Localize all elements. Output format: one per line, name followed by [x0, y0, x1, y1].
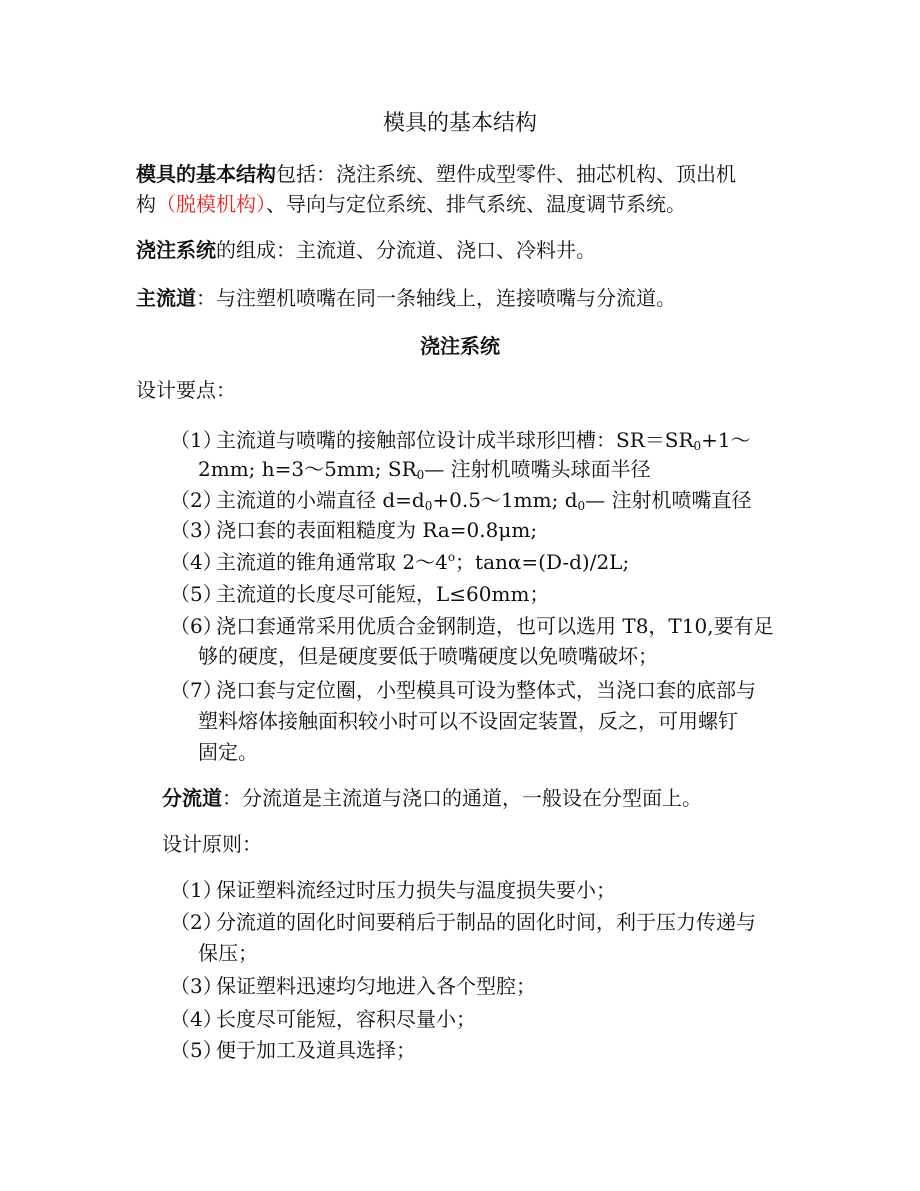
intro-paragraph-line-2	[136, 190, 686, 218]
design-point-1-text-a-end: +1～	[701, 428, 751, 452]
design-point-1-text-b-end: — 注射机喷嘴头球面半径	[424, 457, 651, 481]
design-principles-label: 设计原则：	[162, 832, 262, 856]
design-point-2-label: （2）	[170, 488, 223, 512]
design-point-1-label: （1）	[170, 428, 223, 452]
design-point-2-text-end: — 注射机喷嘴直径	[585, 488, 752, 512]
design-point-7-line-3: 固定。	[198, 740, 258, 764]
design-point-5-text: 主流道的长度尽可能短，L≤60mm；	[216, 582, 550, 606]
design-principle-4-label: （4）	[170, 1007, 223, 1031]
design-point-1-sub-b: 0	[416, 468, 425, 482]
design-principle-4-text: 长度尽可能短，容积尽量小；	[216, 1007, 476, 1031]
design-point-3-text: 浇口套的表面粗糙度为 Ra=0.8μm;	[216, 518, 538, 542]
design-point-7-line-1: 浇口套与定位圈，小型模具可设为整体式，当浇口套的底部与	[216, 678, 756, 702]
design-point-4-label: （4）	[170, 550, 223, 574]
design-principle-2-label: （2）	[170, 910, 223, 934]
design-point-2-text-a: 主流道的小端直径 d=d	[216, 488, 425, 512]
design-principle-1-text: 保证塑料流经过时压力损失与温度损失要小；	[216, 878, 616, 902]
design-point-2-text-mid: +0.5～1mm; d	[432, 488, 578, 512]
design-point-2-sub-b: 0	[577, 499, 586, 513]
design-point-3-label: （3）	[170, 518, 223, 542]
design-point-1-line-2	[198, 455, 651, 483]
design-point-4-line	[216, 548, 629, 576]
design-principle-1-label: （1）	[170, 878, 223, 902]
sub-runner-term: 分流道	[162, 786, 222, 810]
intro-text-2b: 、导向与定位系统、排气系统、温度调节系统。	[266, 192, 686, 216]
design-point-7-line-2: 塑料熔体接触面积较小时可以不设固定装置，反之，可用螺钉	[198, 709, 738, 733]
intro-paragraph-line-1	[136, 160, 736, 188]
intro-red-note: （脱模机构）	[156, 192, 266, 216]
design-point-7-label: （7）	[170, 678, 223, 702]
design-principle-2-line-1: 分流道的固化时间要稍后于制品的固化时间，利于压力传递与	[216, 910, 756, 934]
design-point-4-text-end: ；tanα=(D-d)/2L;	[455, 550, 630, 574]
intro-text-1: 包括：浇注系统、塑件成型零件、抽芯机构、顶出机	[276, 162, 736, 186]
design-points-label: 设计要点：	[136, 378, 236, 402]
document-title: 模具的基本结构	[382, 111, 537, 136]
design-point-5-label: （5）	[170, 582, 223, 606]
design-point-1-line-1	[216, 426, 751, 454]
design-point-4-text-a: 主流道的锥角通常取 2～4	[216, 550, 448, 574]
design-point-1-text-b: 2mm; h=3～5mm; SR	[198, 457, 417, 481]
design-principle-3-text: 保证塑料迅速均匀地进入各个型腔；	[216, 974, 536, 998]
intro-text-2a: 构	[136, 192, 156, 216]
design-point-2-sub-a: 0	[424, 499, 433, 513]
design-point-4-degree: o	[447, 550, 456, 564]
pouring-term: 浇注系统	[136, 238, 216, 262]
pouring-text: 的组成：主流道、分流道、浇口、冷料井。	[216, 238, 596, 262]
pouring-system-definition	[136, 236, 596, 264]
intro-term: 模具的基本结构	[136, 162, 276, 186]
design-point-6-label: （6）	[170, 614, 223, 638]
main-runner-term: 主流道	[136, 286, 196, 310]
section-heading: 浇注系统	[420, 334, 500, 358]
main-runner-definition	[136, 284, 676, 312]
design-principle-3-label: （3）	[170, 974, 223, 998]
design-point-1-sub-a: 0	[693, 439, 702, 453]
design-principle-5-text: 便于加工及道具选择；	[216, 1038, 416, 1062]
design-principle-5-label: （5）	[170, 1038, 223, 1062]
design-point-6-line-2: 够的硬度，但是硬度要低于喷嘴硬度以免喷嘴破坏；	[198, 644, 658, 668]
design-point-6-line-1: 浇口套通常采用优质合金钢制造，也可以选用 T8，T10,要有足	[216, 614, 774, 638]
sub-runner-definition	[162, 784, 702, 812]
sub-runner-text: ：分流道是主流道与浇口的通道，一般设在分型面上。	[222, 786, 702, 810]
design-principle-2-line-2: 保压；	[198, 941, 258, 965]
design-point-1-text-a: 主流道与喷嘴的接触部位设计成半球形凹槽：SR＝SR	[216, 428, 694, 452]
design-point-2-line-1	[216, 486, 752, 514]
main-runner-text: ：与注塑机喷嘴在同一条轴线上，连接喷嘴与分流道。	[196, 286, 676, 310]
